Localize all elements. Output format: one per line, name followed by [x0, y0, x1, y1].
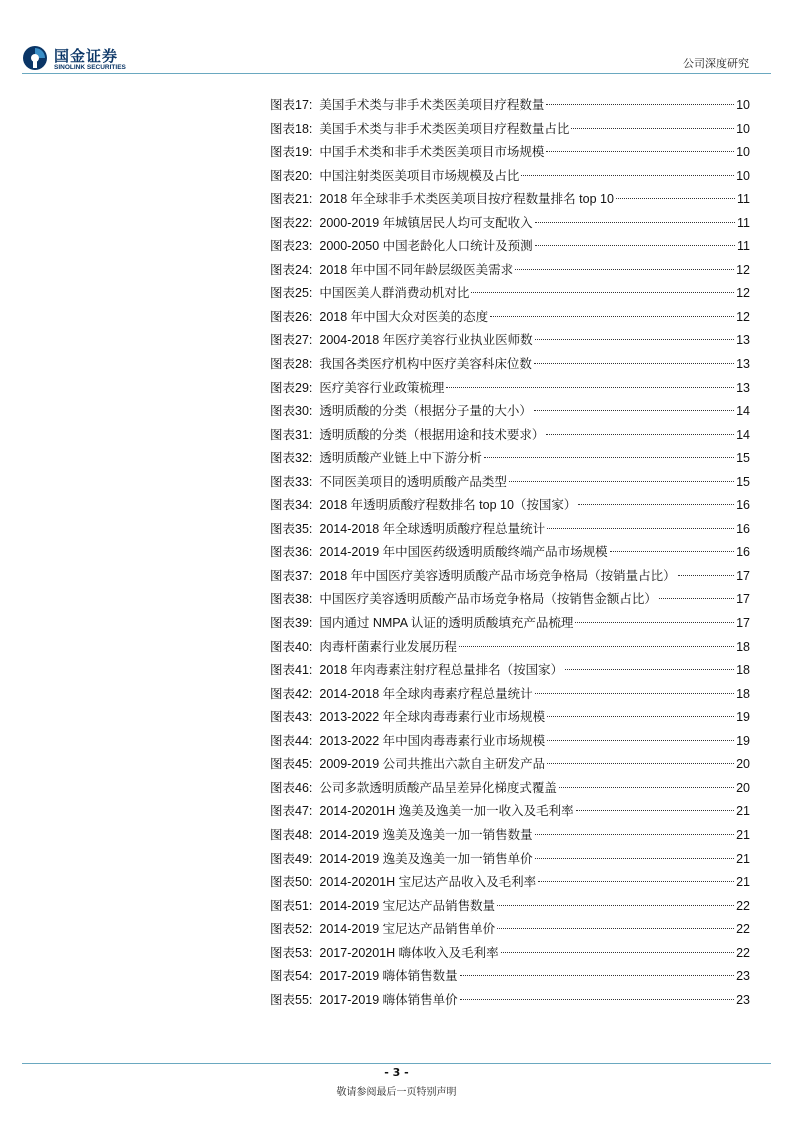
toc-entry-label: 图表40: — [270, 639, 313, 654]
toc-entry-page: 20 — [736, 757, 750, 772]
toc-entry-label: 图表51: — [270, 898, 313, 913]
toc-entry[interactable] — [270, 706, 750, 730]
toc-entry[interactable] — [270, 541, 750, 565]
toc-leader-dots — [535, 339, 734, 340]
toc-entry-page: 10 — [736, 145, 750, 160]
toc-leader-dots — [578, 504, 734, 505]
toc-entry-title: 肉毒杆菌素行业发展历程 — [319, 639, 457, 654]
toc-leader-dots — [575, 622, 734, 623]
toc-entry-label: 图表48: — [270, 827, 313, 842]
toc-entry[interactable] — [270, 518, 750, 542]
toc-entry[interactable] — [270, 895, 750, 919]
toc-entry-label: 图表28: — [270, 357, 313, 372]
toc-entry-label: 图表21: — [270, 192, 313, 207]
toc-entry-label: 图表49: — [270, 851, 313, 866]
toc-entry-page: 19 — [736, 733, 750, 748]
toc-entry[interactable] — [270, 424, 750, 448]
toc-entry[interactable] — [270, 565, 750, 589]
toc-entry-page: 17 — [736, 592, 750, 607]
toc-entry-title: 透明质酸的分类（根据用途和技术要求） — [319, 427, 545, 442]
toc-entry-page: 11 — [737, 192, 750, 207]
footer-disclaimer: 敬请参阅最后一页特别声明 — [336, 1087, 457, 1098]
toc-entry-page: 21 — [736, 827, 750, 842]
toc-entry-label: 图表24: — [270, 262, 313, 277]
toc-entry-page: 11 — [737, 215, 750, 230]
toc-leader-dots — [535, 858, 734, 859]
toc-entry-page: 10 — [736, 121, 750, 136]
toc-leader-dots — [616, 198, 735, 199]
toc-entry[interactable] — [270, 824, 750, 848]
toc-entry-label: 图表53: — [270, 945, 313, 960]
toc-entry-title: 2014-2018 年全球透明质酸疗程总量统计 — [319, 521, 546, 536]
toc-entry[interactable] — [270, 800, 750, 824]
toc-leader-dots — [471, 292, 734, 293]
toc-entry-page: 13 — [736, 333, 750, 348]
toc-entry-title: 2014-2019 逸美及逸美一加一销售数量 — [319, 827, 533, 842]
toc-entry-label: 图表39: — [270, 616, 313, 631]
toc-entry-page: 18 — [736, 639, 750, 654]
header-divider — [22, 73, 771, 74]
toc-entry-title: 2018 年肉毒素注射疗程总量排名（按国家） — [319, 663, 564, 678]
toc-leader-dots — [459, 646, 734, 647]
toc-entry-label: 图表37: — [270, 568, 313, 583]
toc-leader-dots — [610, 551, 734, 552]
toc-entry-page: 13 — [736, 357, 750, 372]
toc-entry-label: 图表55: — [270, 992, 313, 1007]
toc-leader-dots — [547, 763, 734, 764]
toc-entry-title: 2017-20201H 嗨体收入及毛利率 — [319, 945, 499, 960]
toc-entry-page: 14 — [736, 427, 750, 442]
toc-entry[interactable] — [270, 989, 750, 1013]
toc-entry-title: 2014-2019 逸美及逸美一加一销售单价 — [319, 851, 533, 866]
table-of-figures — [270, 94, 750, 1012]
toc-entry-title: 国内通过 NMPA 认证的透明质酸填充产品梳理 — [319, 616, 574, 631]
toc-entry-title: 医疗美容行业政策梳理 — [319, 380, 445, 395]
toc-entry[interactable] — [270, 730, 750, 754]
toc-entry-page: 13 — [736, 380, 750, 395]
toc-entry-label: 图表31: — [270, 427, 313, 442]
toc-leader-dots — [678, 575, 734, 576]
toc-leader-dots — [501, 952, 734, 953]
toc-entry[interactable] — [270, 165, 750, 189]
toc-leader-dots — [535, 245, 735, 246]
sinolink-logo-icon — [22, 45, 48, 71]
toc-leader-dots — [484, 457, 734, 458]
toc-entry-label: 图表45: — [270, 757, 313, 772]
toc-entry[interactable] — [270, 306, 750, 330]
toc-leader-dots — [535, 834, 734, 835]
toc-leader-dots — [509, 481, 734, 482]
footer-divider — [22, 1063, 771, 1064]
toc-entry-page: 23 — [736, 992, 750, 1007]
toc-entry-title: 我国各类医疗机构中医疗美容科床位数 — [319, 357, 532, 372]
toc-entry[interactable] — [270, 965, 750, 989]
toc-leader-dots — [515, 269, 734, 270]
toc-entry-label: 图表18: — [270, 121, 313, 136]
toc-entry-label: 图表29: — [270, 380, 313, 395]
toc-entry-label: 图表46: — [270, 780, 313, 795]
toc-entry-title: 透明质酸的分类（根据分子量的大小） — [319, 404, 532, 419]
toc-entry-title: 美国手术类与非手术类医美项目疗程数量 — [319, 98, 545, 112]
toc-entry-page: 10 — [736, 168, 750, 183]
toc-leader-dots — [535, 693, 734, 694]
toc-entry-title: 2013-2022 年全球肉毒毒素行业市场规模 — [319, 710, 546, 725]
toc-leader-dots — [535, 222, 735, 223]
toc-leader-dots — [546, 151, 734, 152]
toc-entry-title: 透明质酸产业链上中下游分析 — [319, 451, 482, 466]
toc-entry-label: 图表41: — [270, 663, 313, 678]
toc-entry-title: 2017-2019 嗨体销售单价 — [319, 992, 458, 1007]
toc-entry[interactable] — [270, 777, 750, 801]
toc-entry[interactable] — [270, 235, 750, 259]
toc-entry-page: 23 — [736, 969, 750, 984]
toc-entry-title: 2018 年全球非手术类医美项目按疗程数量排名 top 10 — [319, 192, 614, 207]
toc-leader-dots — [446, 387, 734, 388]
toc-entry[interactable] — [270, 447, 750, 471]
toc-leader-dots — [460, 999, 734, 1000]
toc-entry[interactable] — [270, 329, 750, 353]
toc-entry[interactable] — [270, 94, 750, 118]
toc-entry-label: 图表22: — [270, 215, 313, 230]
toc-entry-page: 15 — [736, 474, 750, 489]
toc-leader-dots — [546, 104, 734, 105]
toc-entry-label: 图表50: — [270, 875, 313, 890]
toc-entry-page: 12 — [736, 286, 750, 301]
toc-entry-page: 17 — [736, 616, 750, 631]
toc-entry-label: 图表44: — [270, 733, 313, 748]
toc-entry-title: 公司多款透明质酸产品呈差异化梯度式覆盖 — [319, 780, 557, 795]
toc-entry-label: 图表43: — [270, 710, 313, 725]
toc-leader-dots — [546, 434, 734, 435]
toc-entry[interactable] — [270, 612, 750, 636]
toc-entry-label: 图表20: — [270, 168, 313, 183]
toc-entry[interactable] — [270, 871, 750, 895]
toc-entry-page: 16 — [736, 545, 750, 560]
toc-entry[interactable] — [270, 918, 750, 942]
company-logo — [22, 44, 172, 74]
toc-leader-dots — [571, 128, 734, 129]
toc-entry-label: 图表35: — [270, 521, 313, 536]
toc-entry-page: 20 — [736, 780, 750, 795]
toc-entry-title: 2000-2050 中国老龄化人口统计及预测 — [319, 239, 533, 254]
toc-entry-page: 22 — [736, 945, 750, 960]
toc-entry-title: 2014-2019 年中国医药级透明质酸终端产品市场规模 — [319, 545, 608, 560]
toc-entry-label: 图表34: — [270, 498, 313, 513]
toc-leader-dots — [576, 810, 734, 811]
toc-leader-dots — [460, 975, 734, 976]
toc-entry-label: 图表26: — [270, 309, 313, 324]
toc-entry-label: 图表23: — [270, 239, 313, 254]
toc-entry-label: 图表54: — [270, 969, 313, 984]
toc-entry[interactable] — [270, 636, 750, 660]
toc-entry-title: 2018 年中国大众对医美的态度 — [319, 309, 489, 324]
toc-entry-page: 15 — [736, 451, 750, 466]
toc-entry-page: 19 — [736, 710, 750, 725]
toc-entry-label: 图表25: — [270, 286, 313, 301]
toc-entry-page: 17 — [736, 568, 750, 583]
toc-entry-title: 2014-2019 宝尼达产品销售数量 — [319, 898, 496, 913]
toc-entry[interactable] — [270, 118, 750, 142]
toc-leader-dots — [538, 881, 734, 882]
toc-entry-page: 14 — [736, 404, 750, 419]
toc-entry[interactable] — [270, 848, 750, 872]
toc-entry-label: 图表38: — [270, 592, 313, 607]
toc-entry-title: 2004-2018 年医疗美容行业执业医师数 — [319, 333, 533, 348]
toc-entry[interactable] — [270, 588, 750, 612]
toc-entry-page: 18 — [736, 663, 750, 678]
toc-entry-title: 2014-2018 年全球肉毒素疗程总量统计 — [319, 686, 533, 701]
page-number: - 3 - — [384, 1066, 409, 1079]
toc-entry-page: 22 — [736, 922, 750, 937]
toc-leader-dots — [490, 316, 734, 317]
toc-entry-page: 12 — [736, 262, 750, 277]
toc-entry-title: 2009-2019 公司共推出六款自主研发产品 — [319, 757, 546, 772]
toc-leader-dots — [559, 787, 734, 788]
toc-entry-label: 图表47: — [270, 804, 313, 819]
toc-leader-dots — [565, 669, 734, 670]
toc-entry[interactable] — [270, 494, 750, 518]
toc-entry-title: 2014-20201H 宝尼达产品收入及毛利率 — [319, 875, 537, 890]
toc-entry-page: 21 — [736, 851, 750, 866]
toc-entry-page: 12 — [736, 309, 750, 324]
toc-leader-dots — [534, 410, 734, 411]
report-type: 公司深度研究 — [683, 57, 749, 70]
toc-leader-dots — [521, 175, 734, 176]
brand-name-cn: 国金证券 — [54, 47, 119, 65]
toc-entry-title: 2018 年中国不同年龄层级医美需求 — [319, 262, 514, 277]
toc-leader-dots — [659, 598, 734, 599]
toc-entry[interactable] — [270, 683, 750, 707]
toc-entry[interactable] — [270, 188, 750, 212]
toc-entry-title: 2018 年透明质酸疗程数排名 top 10（按国家） — [319, 498, 577, 513]
toc-entry-page: 21 — [736, 804, 750, 819]
toc-entry-label: 图表27: — [270, 333, 313, 348]
toc-entry-label: 图表17: — [270, 98, 313, 112]
toc-entry-label: 图表33: — [270, 474, 313, 489]
toc-entry-page: 16 — [736, 498, 750, 513]
toc-entry-title: 2000-2019 年城镇居民人均可支配收入 — [319, 215, 533, 230]
toc-entry-title: 中国医疗美容透明质酸产品市场竞争格局（按销售金额占比） — [319, 592, 657, 607]
toc-entry[interactable] — [270, 141, 750, 165]
toc-entry-title: 2014-2019 宝尼达产品销售单价 — [319, 922, 496, 937]
toc-entry-label: 图表30: — [270, 404, 313, 419]
toc-entry-label: 图表52: — [270, 922, 313, 937]
toc-entry-title: 不同医美项目的透明质酸产品类型 — [319, 474, 507, 489]
toc-leader-dots — [547, 716, 734, 717]
toc-entry-title: 2018 年中国医疗美容透明质酸产品市场竞争格局（按销量占比） — [319, 568, 676, 583]
toc-entry-page: 16 — [736, 521, 750, 536]
toc-entry[interactable] — [270, 471, 750, 495]
toc-leader-dots — [547, 528, 734, 529]
toc-entry-title: 2013-2022 年中国肉毒毒素行业市场规模 — [319, 733, 546, 748]
toc-leader-dots — [497, 905, 734, 906]
toc-entry[interactable] — [270, 659, 750, 683]
toc-entry[interactable] — [270, 353, 750, 377]
toc-entry-title: 2014-20201H 逸美及逸美一加一收入及毛利率 — [319, 804, 574, 819]
toc-entry-label: 图表42: — [270, 686, 313, 701]
toc-entry[interactable] — [270, 212, 750, 236]
toc-leader-dots — [547, 740, 734, 741]
toc-entry[interactable] — [270, 259, 750, 283]
toc-entry-page: 11 — [737, 239, 750, 254]
toc-entry-label: 图表36: — [270, 545, 313, 560]
toc-entry[interactable] — [270, 400, 750, 424]
toc-entry-page: 10 — [736, 98, 750, 112]
toc-entry-page: 22 — [736, 898, 750, 913]
toc-entry[interactable] — [270, 282, 750, 306]
toc-entry[interactable] — [270, 753, 750, 777]
brand-name-en: SINOLINK SECURITIES — [54, 64, 126, 71]
toc-entry[interactable] — [270, 942, 750, 966]
toc-entry-page: 18 — [736, 686, 750, 701]
toc-entry-title: 中国手术类和非手术类医美项目市场规模 — [319, 145, 545, 160]
toc-entry-title: 2017-2019 嗨体销售数量 — [319, 969, 458, 984]
toc-entry-title: 美国手术类与非手术类医美项目疗程数量占比 — [319, 121, 570, 136]
toc-entry-title: 中国注射类医美项目市场规模及占比 — [319, 168, 520, 183]
toc-leader-dots — [534, 363, 734, 364]
toc-entry-title: 中国医美人群消费动机对比 — [319, 286, 470, 301]
toc-entry-label: 图表32: — [270, 451, 313, 466]
toc-entry-page: 21 — [736, 875, 750, 890]
toc-entry-label: 图表19: — [270, 145, 313, 160]
toc-leader-dots — [497, 928, 734, 929]
toc-entry[interactable] — [270, 377, 750, 401]
